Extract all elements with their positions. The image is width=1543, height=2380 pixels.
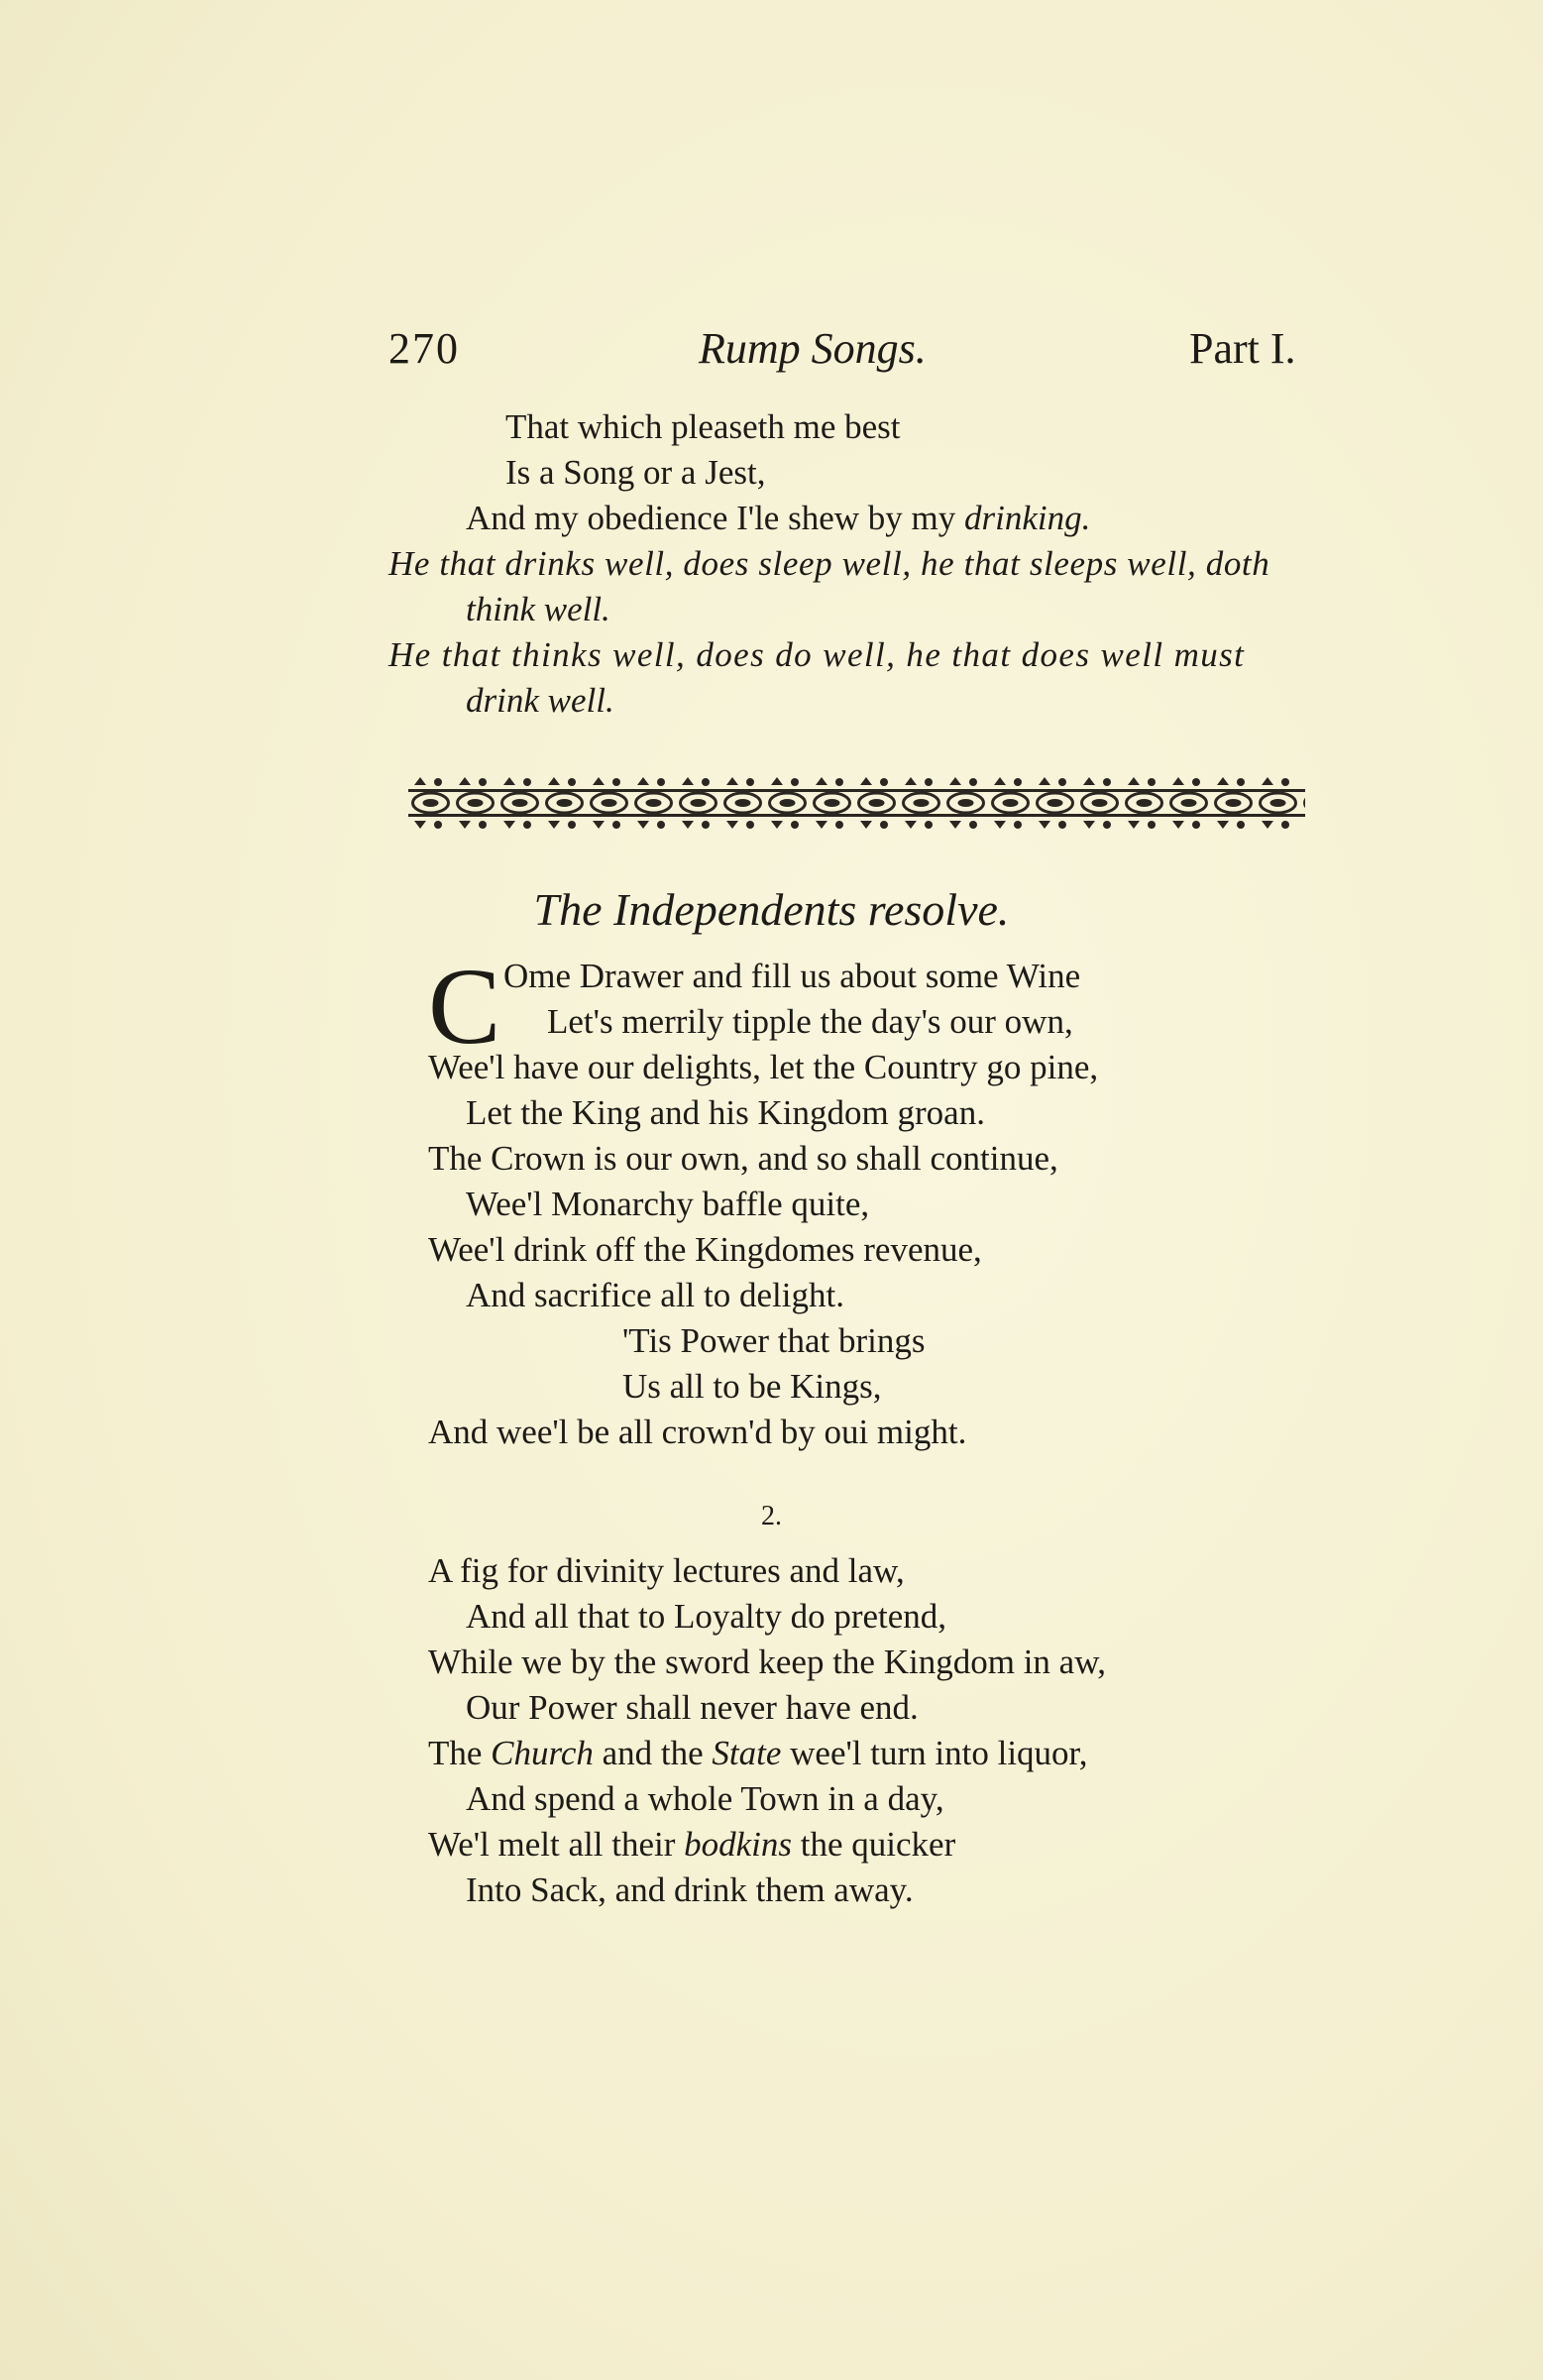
verse-line: And all that to Loyalty do pretend, <box>466 1597 947 1636</box>
verse-line: And spend a whole Town in a day, <box>466 1779 944 1818</box>
verse-line: Our Power shall never have end. <box>466 1688 919 1727</box>
verse-line: Wee'l Monarchy baffle quite, <box>466 1185 870 1223</box>
verse-line: And sacrifice all to delight. <box>466 1276 844 1314</box>
stanza-number: 2. <box>761 1501 782 1531</box>
verse-line <box>428 1822 955 1868</box>
verse-italic: drinking. <box>964 499 1091 537</box>
verse-text: wee'l turn into liquor, <box>790 1734 1088 1772</box>
verse-line: Ome Drawer and fill us about some Wine <box>503 957 1081 995</box>
verse-italic: bodkins <box>684 1825 793 1864</box>
verse-text: And my obedience I'le shew by my <box>466 499 956 537</box>
verse-italic: State <box>712 1734 782 1772</box>
verse-line-italic: He that thinks well, does do well, he that does well must <box>388 635 1246 674</box>
verse-line: The Crown is our own, and so shall continue, <box>428 1139 1058 1178</box>
verse-line: Let the King and his Kingdom groan. <box>466 1093 985 1132</box>
verse-line: Let's merrily tipple the day's our own, <box>547 1002 1073 1041</box>
verse-line: A fig for divinity lectures and law, <box>428 1551 905 1590</box>
verse-line: Wee'l have our delights, let the Country go pine, <box>428 1048 1099 1086</box>
page-header <box>0 319 1543 379</box>
verse-line: Into Sack, and drink them away. <box>466 1870 914 1909</box>
verse-text: The <box>428 1734 483 1772</box>
song-title: The Independents resolve. <box>533 884 1010 935</box>
running-title: Rump Songs. <box>699 324 927 373</box>
verse-text: and the <box>602 1734 704 1772</box>
verse-line <box>428 1731 1088 1776</box>
page-number: 270 <box>388 324 460 373</box>
part-label: Part I. <box>1189 324 1296 373</box>
verse-line-italic: think well. <box>466 590 610 628</box>
verse-line-italic: He that drinks well, does sleep well, he that sleeps well, doth <box>388 544 1270 583</box>
verse-line-italic: drink well. <box>466 681 614 720</box>
verse-line: Wee'l drink off the Kingdomes revenue, <box>428 1230 982 1269</box>
drop-cap: C <box>428 946 501 1067</box>
verse-line: Is a Song or a Jest, <box>505 453 766 492</box>
verse-line: Us all to be Kings, <box>622 1367 882 1406</box>
verse-text: We'l melt all their <box>428 1825 676 1864</box>
ornament-divider <box>408 773 1305 833</box>
verse-line: While we by the sword keep the Kingdom in aw, <box>428 1643 1106 1681</box>
verse-line: And wee'l be all crown'd by oui might. <box>428 1413 967 1451</box>
verse-line: 'Tis Power that brings <box>622 1321 926 1360</box>
verse-text: the quicker <box>800 1825 956 1864</box>
verse-italic: Church <box>491 1734 594 1772</box>
verse-line <box>466 496 1090 541</box>
verse-line: That which pleaseth me best <box>505 407 901 446</box>
